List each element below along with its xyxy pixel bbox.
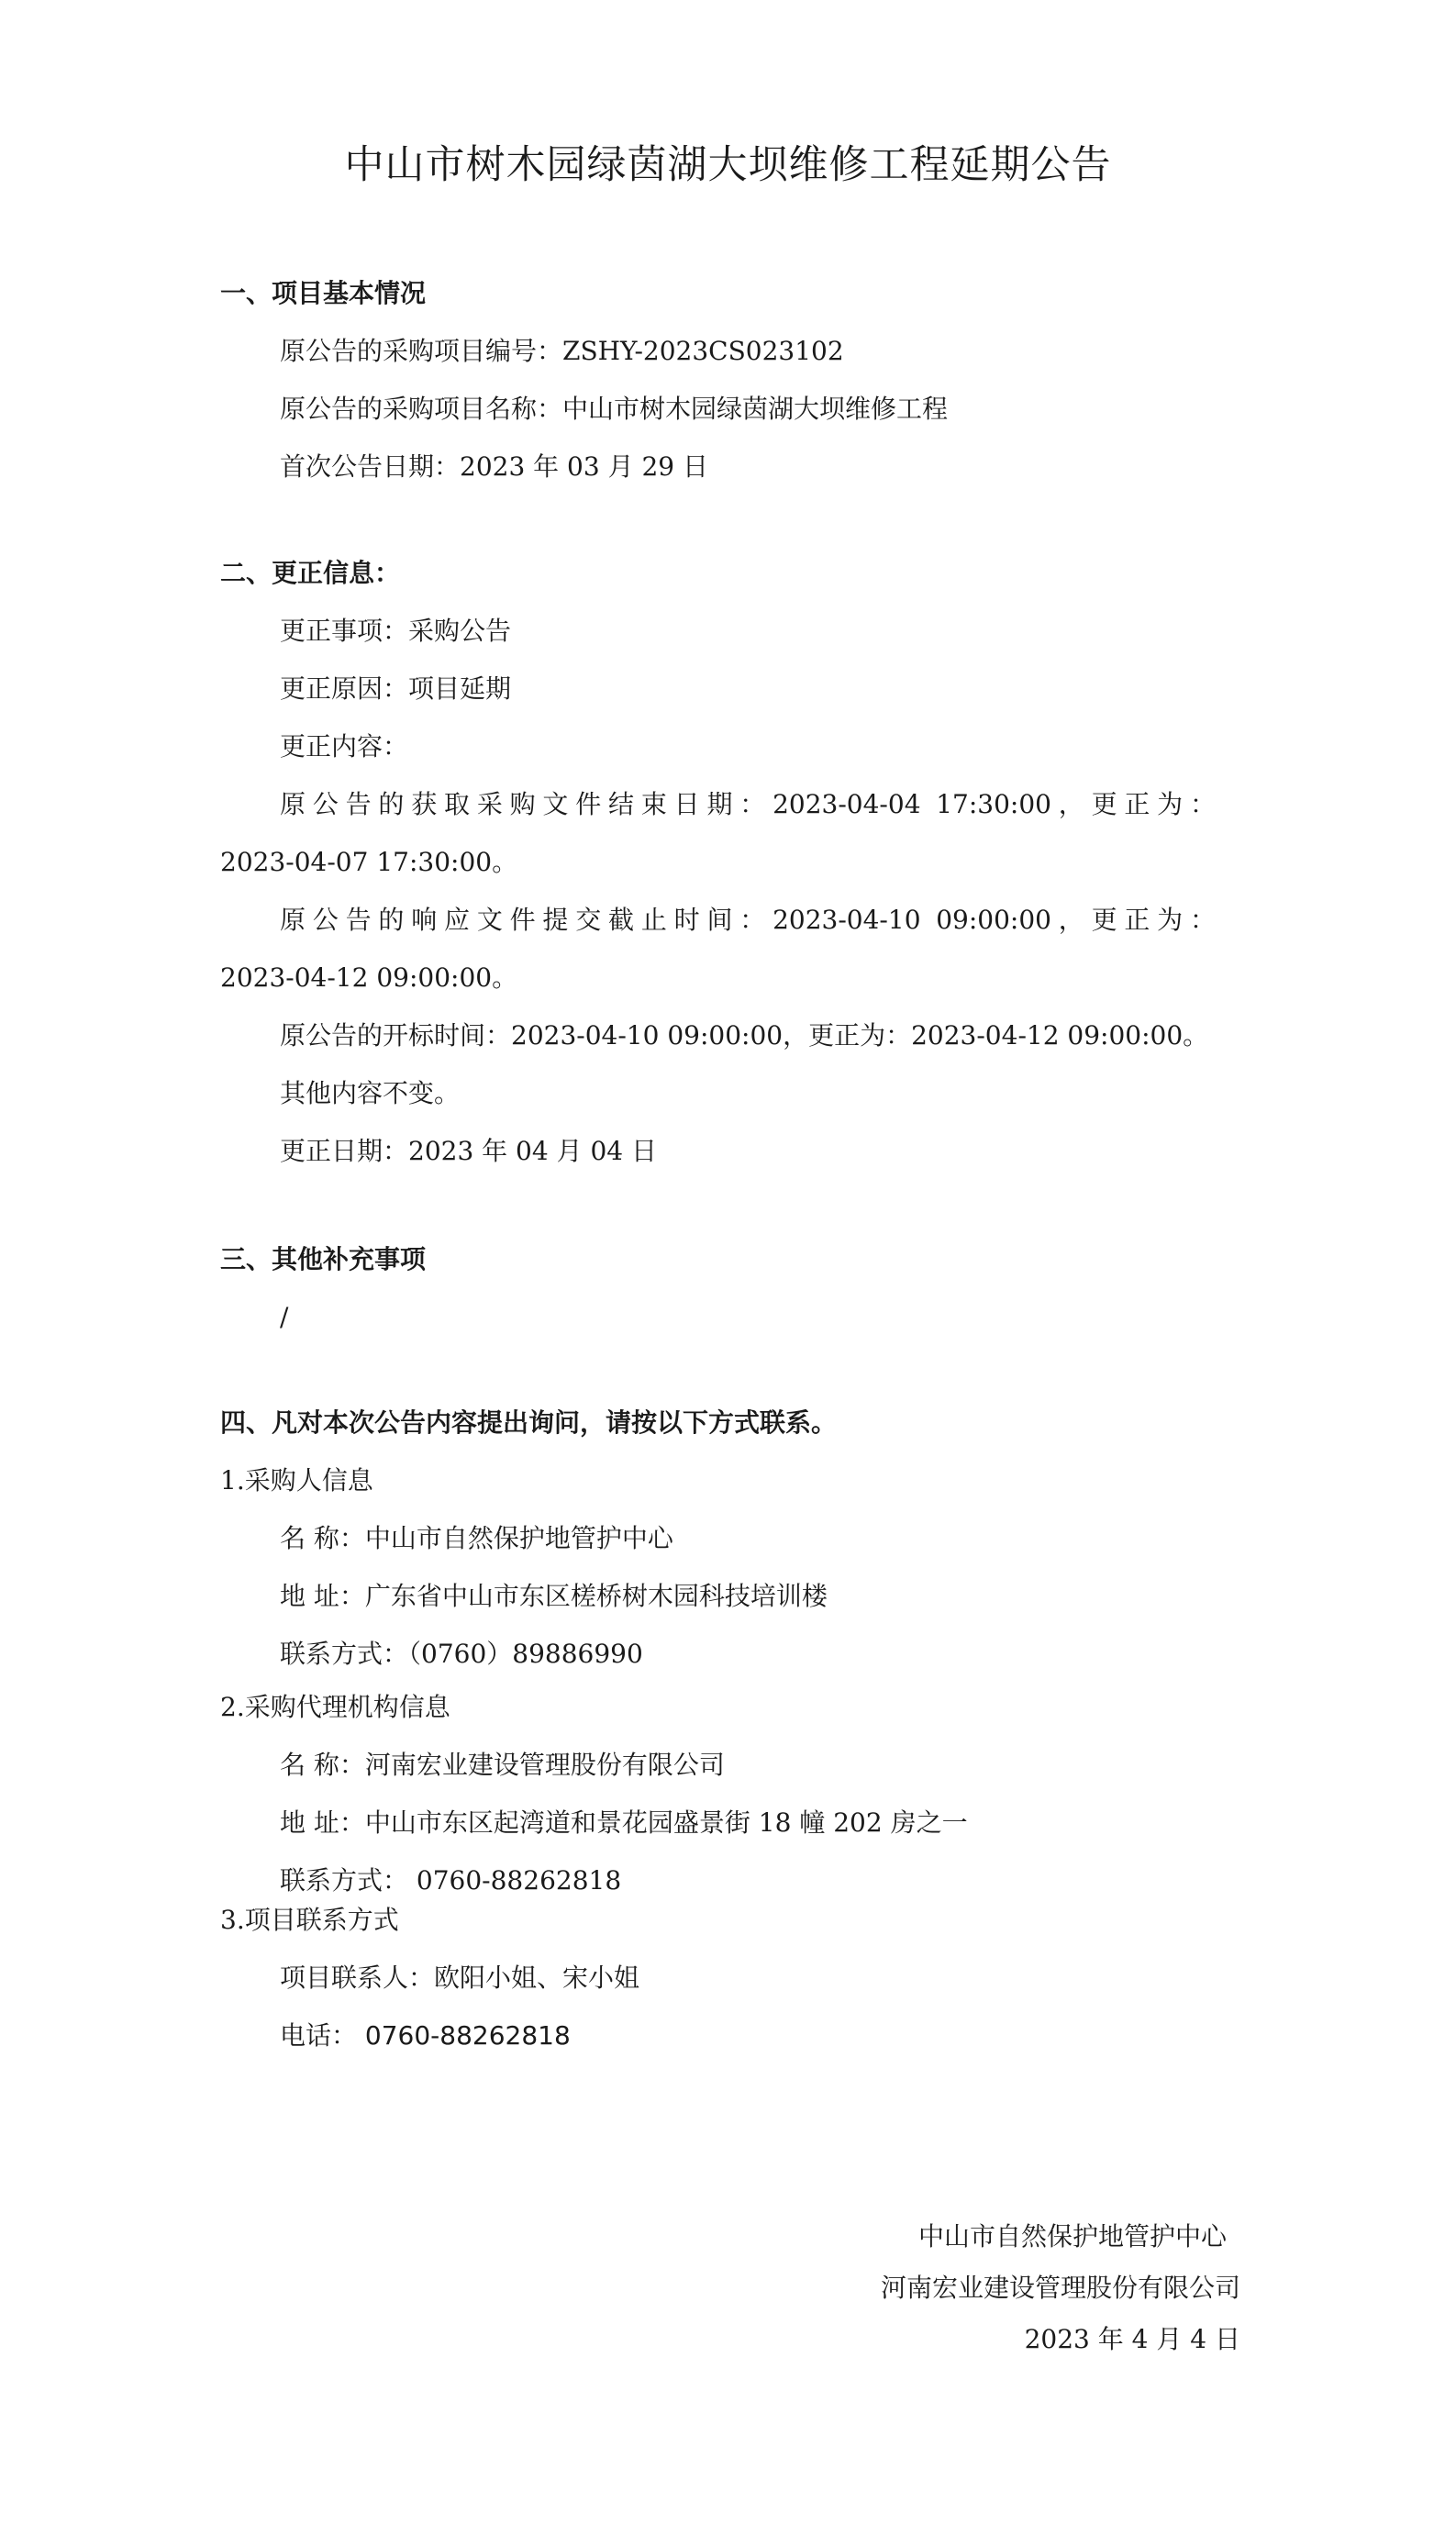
correction-2-line2: 2023-04-12 09:00:00。	[220, 962, 518, 993]
correction-2-line1: 原公告的响应文件提交截止时间：2023-04-10 09:00:00，更正为：	[280, 905, 1216, 935]
agency-address: 地 址：中山市东区起湾道和景花园盛景街 18 幢 202 房之一	[280, 1807, 968, 1838]
correction-item: 更正事项：采购公告	[280, 616, 512, 646]
signature-org2: 河南宏业建设管理股份有限公司	[880, 2273, 1240, 2303]
correction-date: 更正日期：2023 年 04 月 04 日	[280, 1136, 658, 1166]
agency-label: 2.采购代理机构信息	[220, 1692, 450, 1722]
page-title: 中山市树木园绿茵湖大坝维修工程延期公告	[344, 142, 1112, 188]
project-contact-phone: 电话： 0760-88262818	[280, 2020, 571, 2051]
section1-heading: 一、项目基本情况	[220, 278, 427, 308]
first-announcement-date: 首次公告日期：2023 年 03 月 29 日	[280, 451, 709, 482]
section3-content: /	[280, 1302, 289, 1332]
correction-content-label: 更正内容：	[280, 731, 409, 762]
signature-date: 2023 年 4 月 4 日	[1024, 2324, 1240, 2354]
agency-name: 名 称：河南宏业建设管理股份有限公司	[280, 1750, 725, 1780]
buyer-address: 地 址：广东省中山市东区槎桥树木园科技培训楼	[280, 1581, 828, 1611]
buyer-contact: 联系方式：（0760）89886990	[280, 1639, 643, 1669]
correction-3: 原公告的开标时间：2023-04-10 09:00:00，更正为：2023-04-12 09:00:00。	[280, 1020, 1209, 1051]
other-unchanged: 其他内容不变。	[280, 1078, 461, 1108]
buyer-label: 1.采购人信息	[220, 1465, 373, 1495]
project-number: 原公告的采购项目编号：ZSHY-2023CS023102	[280, 336, 844, 366]
agency-contact: 联系方式： 0760-88262818	[280, 1865, 622, 1896]
section2-heading: 二、更正信息：	[220, 558, 401, 588]
project-contact-label: 3.项目联系方式	[220, 1905, 399, 1935]
correction-1-line2: 2023-04-07 17:30:00。	[220, 847, 518, 877]
buyer-name: 名 称：中山市自然保护地管护中心	[280, 1523, 673, 1553]
project-contact-person: 项目联系人：欧阳小姐、宋小姐	[280, 1962, 640, 1993]
section4-heading: 四、凡对本次公告内容提出询问，请按以下方式联系。	[220, 1407, 838, 1438]
section3-heading: 三、其他补充事项	[220, 1244, 427, 1274]
signature-org1: 中山市自然保护地管护中心	[917, 2221, 1227, 2252]
correction-1-line1: 原公告的获取采购文件结束日期：2023-04-04 17:30:00，更正为：	[280, 789, 1216, 819]
project-name: 原公告的采购项目名称：中山市树木园绿茵湖大坝维修工程	[280, 394, 949, 424]
correction-reason: 更正原因：项目延期	[280, 673, 512, 704]
